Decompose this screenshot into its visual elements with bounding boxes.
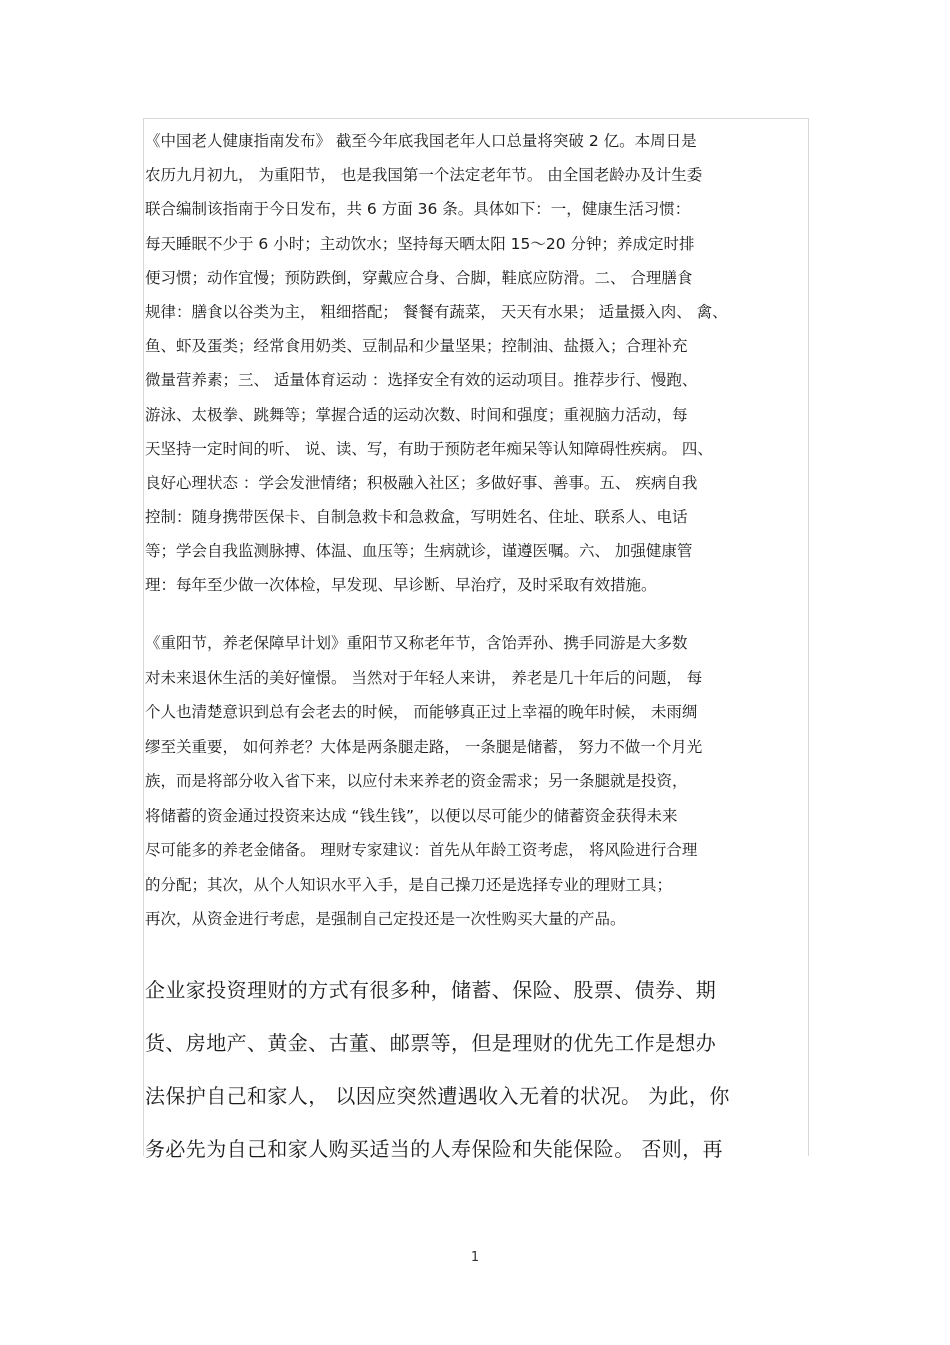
text-line: 族，而是将部分收入省下来，以应付未来养老的资金需求；另一条腿就是投资， [145, 772, 688, 790]
text-line: 的分配；其次，从个人知识水平入手，是自己操刀还是选择专业的理财工具； [145, 875, 673, 894]
text-line: 每天睡眠不少于 6 小时；主动饮水；坚持每天晒太阳 15～20 分钟；养成定时排 [145, 234, 695, 253]
text-line: 再次，从资金进行考虑，是强制自己定投还是一次性购买大量的产品。 [145, 910, 626, 928]
text-line: 控制：随身携带医保卡、自制急救卡和急救盒，写明姓名、住址、联系人、电话 [145, 508, 688, 527]
text-line: 良好心理状态 ：学会发泄情绪；积极融入社区；多做好事、善事。五、 疾病自我 [145, 473, 698, 492]
text-line: 理：每年至少做一次体检，早发现、早诊断、早治疗，及时采取有效措施。 [145, 576, 657, 595]
text-line: 便习惯；动作宜慢；预防跌倒，穿戴应合身、合脚，鞋底应防滑。二、 合理膳食 [145, 268, 693, 287]
text-line: 个人也清楚意识到总有会老去的时候， 而能够真正过上幸福的晚年时候， 未雨绸 [145, 703, 698, 721]
text-line: 微量营养素；三、 适量体育运动 ：选择安全有效的运动项目。推荐步行、慢跑、 [145, 371, 698, 390]
text-line: 《重阳节，养老保障早计划》重阳节又称老年节，含饴弄孙、携手同游是大多数 [145, 634, 688, 652]
text-line: 尽可能多的养老金储备。 理财专家建议：首先从年龄工资考虑， 将风险进行合理 [145, 841, 698, 859]
text-line: 游泳、太极拳、跳舞等；掌握合适的运动次数、时间和强度；重视脑力活动，每 [145, 405, 688, 424]
text-line: 规律：膳食以谷类为主， 粗细搭配； 餐餐有蔬菜， 天天有水果； 适量摄入肉、 禽、 [145, 302, 728, 321]
text-line: 货、房地产、黄金、古董、邮票等，但是理财的优先工作是想办 [145, 1031, 717, 1055]
text-line: 农历九月初九， 为重阳节， 也是我国第一个法定老年节。 由全国老龄办及计生委 [145, 166, 703, 185]
article-retirement-planning [145, 626, 807, 937]
text-line: 联合编制该指南于今日发布，共 6 方面 36 条。具体如下：一，健康生活习惯： [145, 200, 691, 219]
text-line: 对未来退休生活的美好憧憬。 当然对于年轻人来讲， 养老是几十年后的问题， 每 [145, 668, 703, 687]
text-line: 将储蓄的资金通过投资来达成 “钱生钱”，以便以尽可能少的储蓄资金获得未来 [145, 806, 678, 825]
text-line: 鱼、虾及蛋类；经常食用奶类、豆制品和少量坚果；控制油、盐摄入；合理补充 [145, 337, 688, 356]
page-number: 1 [470, 1250, 480, 1265]
text-line: 天坚持一定时间的听、 说、读、写，有助于预防老年痴呆等认知障碍性疾病。 四、 [145, 439, 713, 458]
text-line: 《中国老人健康指南发布》 截至今年底我国老年人口总量将突破 2 亿。本周日是 [145, 132, 697, 150]
text-line: 务必先为自己和家人购买适当的人寿保险和失能保险。 否则，再 [145, 1137, 723, 1161]
article-health-guide [145, 124, 807, 603]
text-line: 等；学会自我监测脉搏、体温、血压等；生病就诊，谨遵医嘱。六、 加强健康管 [145, 542, 693, 561]
text-line: 法保护自己和家人， 以因应突然遭遇收入无着的状况。 为此，你 [145, 1084, 730, 1108]
text-line: 缪至关重要， 如何养老？大体是两条腿走路， 一条腿是储蓄， 努力不做一个月光 [145, 737, 703, 756]
text-line: 企业家投资理财的方式有很多种，储蓄、保险、股票、债券、期 [145, 978, 717, 1002]
article-investment-methods [145, 964, 807, 1176]
